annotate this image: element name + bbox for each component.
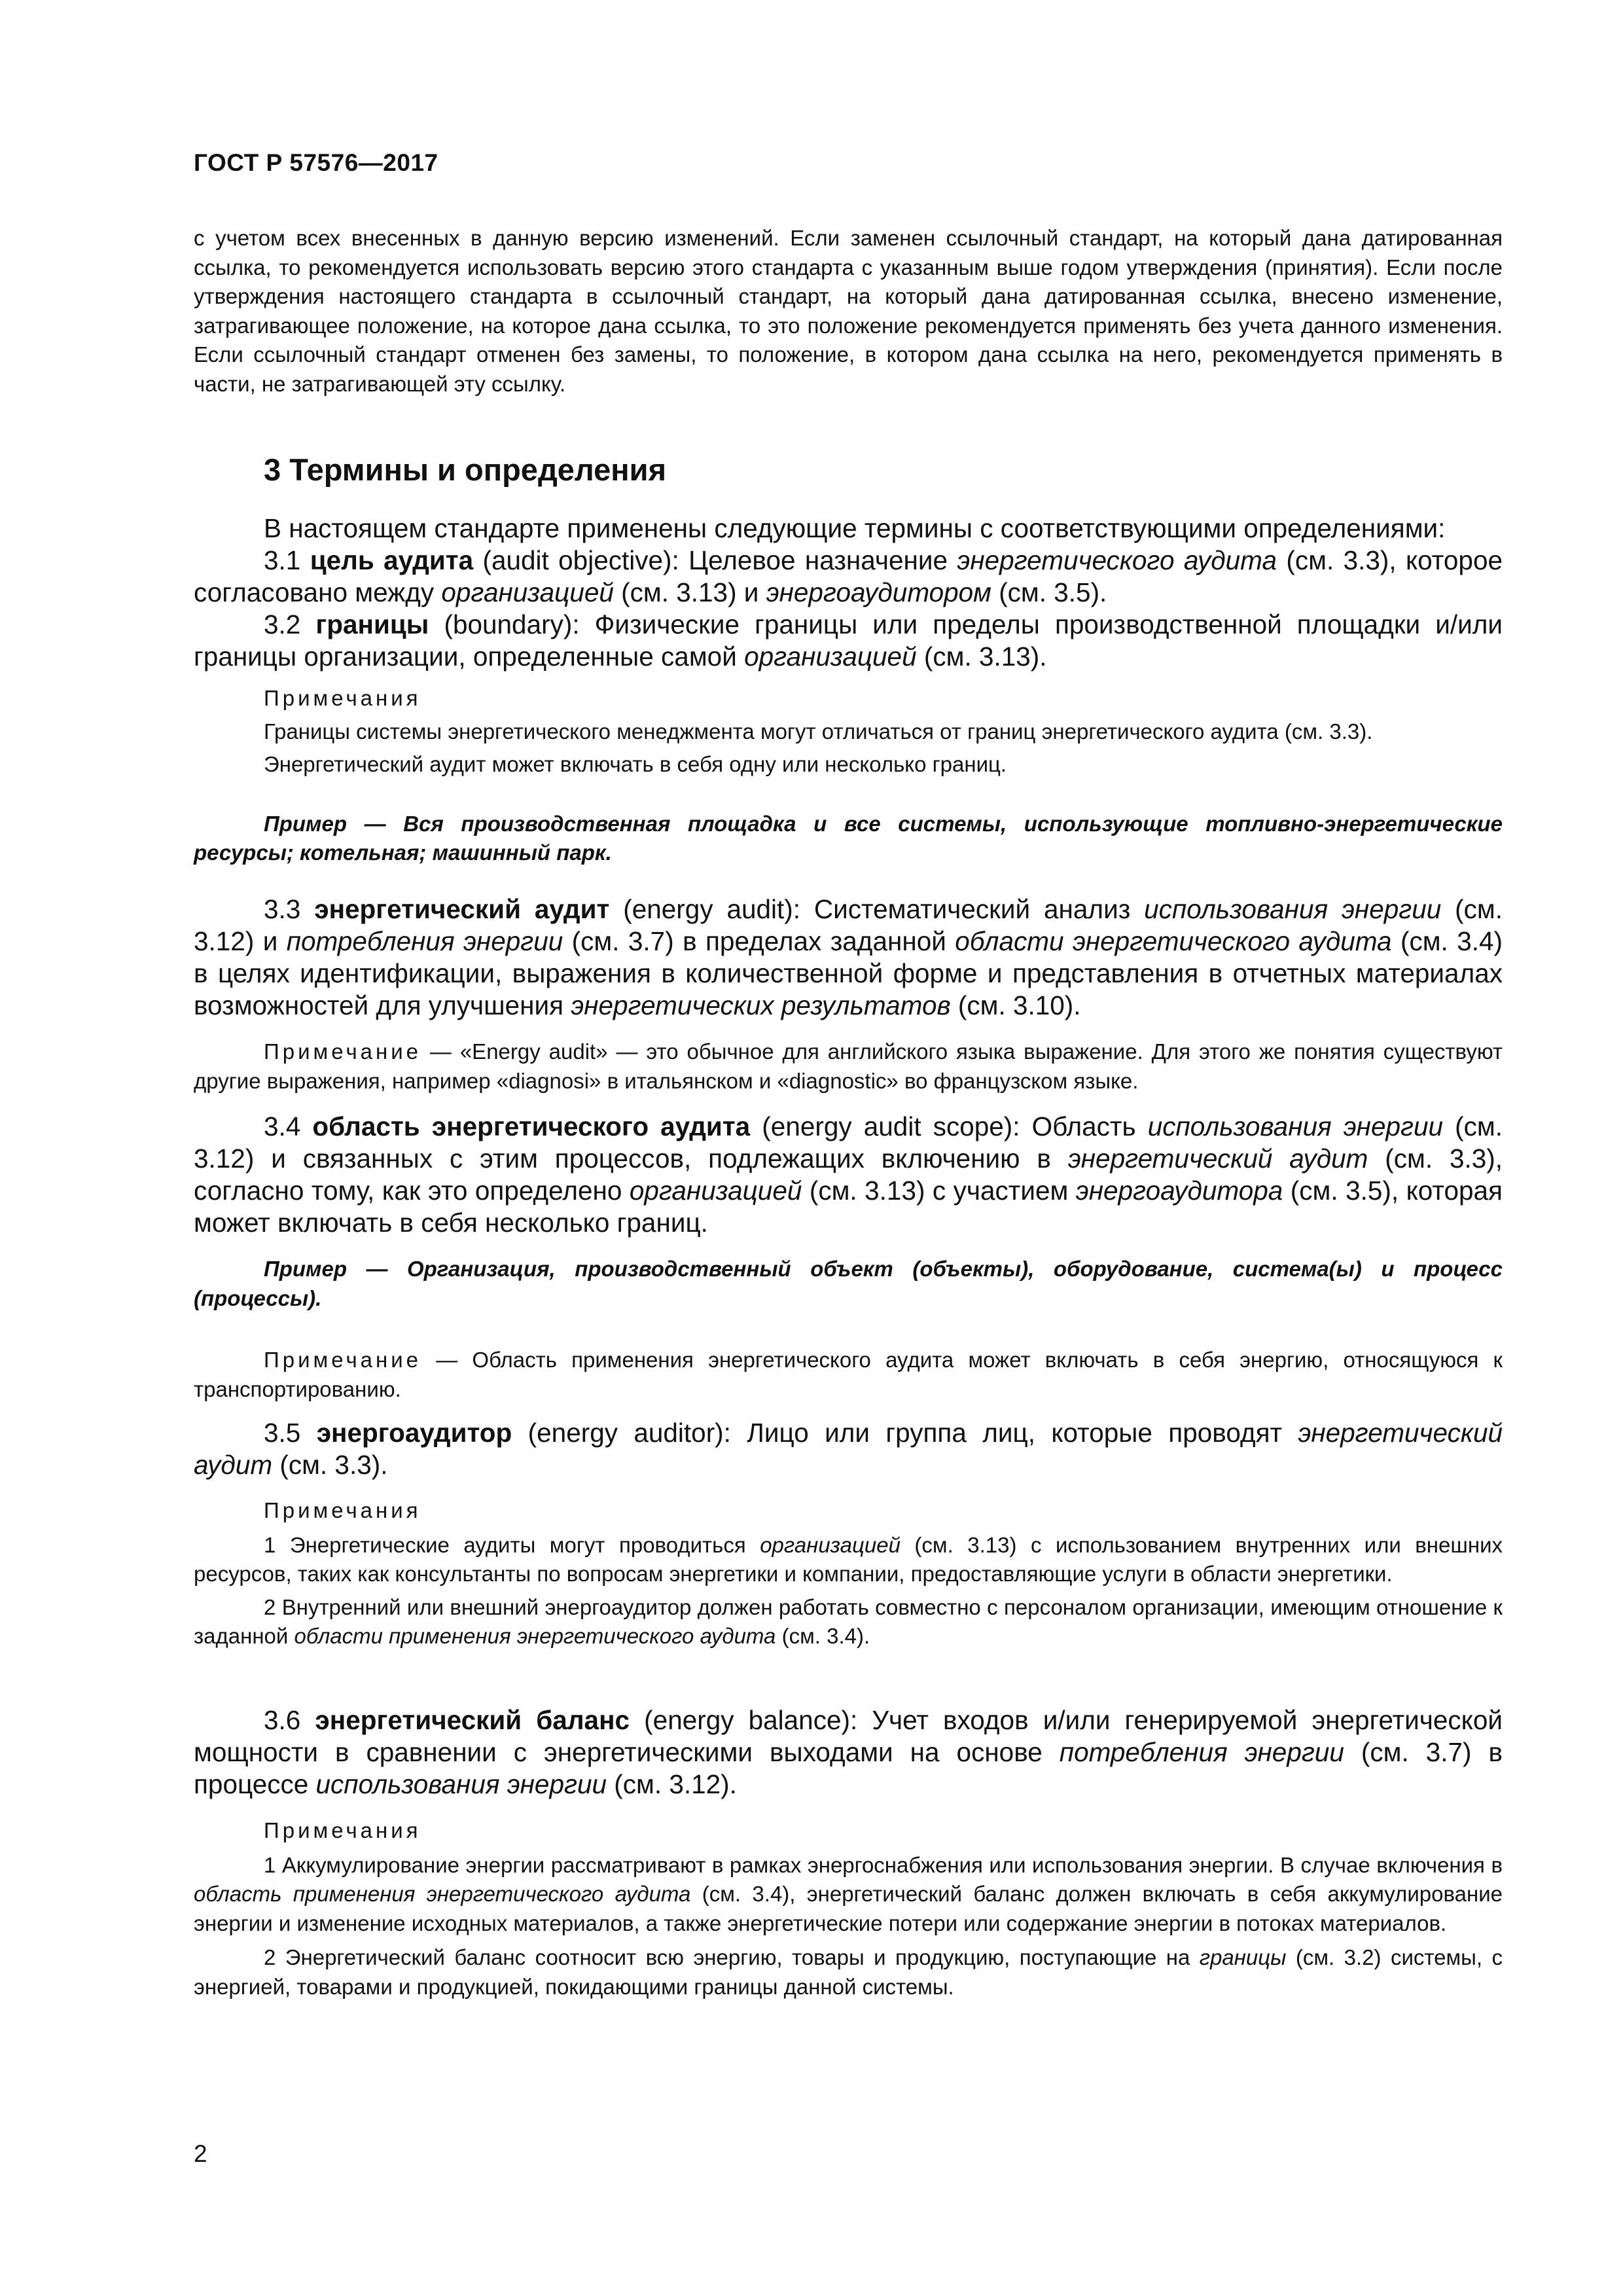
note: 1 Аккумулирование энергии рассматривают в рамках энергоснабжения или использования энергии. В случае включения в область применения энергетического аудита (см. 3.4), энергетический баланс должен включать в себя аккумулирование энергии и изменение исходных материалов, а также энергетические потери или содержание энергии в потоках материалов.	[194, 1852, 1503, 1935]
term-3-4-name: область энергетического аудита	[312, 1111, 751, 1141]
term-link: энергетический аудит	[194, 1418, 1503, 1480]
term-3-5: 3.5 энергоаудитор (energy auditor): Лицо или группа лиц, которые проводят энергетический аудит (см. 3.3).	[194, 1418, 1503, 1480]
note: 1 Энергетические аудиты могут проводиться организацией (см. 3.13) с использованием внутренних или внешних ресурсов, таких как консультанты по вопросам энергетики и компании, предоставляющие услуги в области энергетики.	[194, 1532, 1503, 1586]
term-link: организацией	[441, 577, 614, 607]
page-number: 2	[194, 2140, 207, 2167]
intro-paragraph: с учетом всех внесенных в данную версию изменений. Если заменен ссылочный стандарт, на который дана датированная ссылка, то рекомендуется использовать версию этого стандарта с указанным выше годом утверждения (принятия). Если после утверждения настоящего стандарта в ссылочный стандарт, на который дана датированная ссылка, внесено изменение, затрагивающее положение, на которое дана ссылка, то это положение рекомендуется применять без учета данного изменения. Если ссылочный стандарт отменен без замены, то положение, в котором дана ссылка на него, рекомендуется применять в части, не затрагивающей эту ссылку.	[194, 226, 1503, 396]
term-link: использования энергии	[315, 1769, 607, 1799]
term-link: энергетических результатов	[571, 990, 951, 1020]
term-link: организацией	[629, 1175, 802, 1206]
term-3-4-example: Пример — Организация, производственный объект (объекты), оборудование, система(ы) и процесс (процессы).	[194, 1257, 1503, 1310]
term-3-1-name: цель аудита	[310, 545, 474, 575]
note: 2 Внутренний или внешний энергоаудитор должен работать совместно с персоналом организации, имеющим отношение к заданной области применения энергетического аудита (см. 3.4).	[194, 1594, 1503, 1648]
note: Границы системы энергетического менеджмента могут отличаться от границ энергетического аудита (см. 3.3).	[264, 719, 1373, 744]
term-link: энергоаудитором	[766, 577, 991, 607]
term-link: использования энергии	[1147, 1111, 1444, 1141]
term-link: области энергетического аудита	[955, 926, 1392, 956]
term-3-6-notes	[194, 1816, 1503, 2001]
document-id: ГОСТ Р 57576—2017	[194, 149, 438, 176]
term-3-5-name: энергоаудитор	[316, 1418, 512, 1448]
term-link: использования энергии	[1144, 894, 1442, 924]
term-3-2: 3.2 границы (boundary): Физические границы или пределы производственной площадки и/или границы организации, определенные самой организацией (см. 3.13).	[194, 609, 1503, 672]
term-3-6-name: энергетический баланс	[315, 1705, 630, 1735]
notes-label: Примечания	[264, 1818, 421, 1842]
notes-label: Примечания	[264, 1498, 421, 1522]
term-link: потребления энергии	[1059, 1737, 1344, 1767]
term-link: энергоаудитора	[1075, 1175, 1283, 1206]
note: 2 Энергетический баланс соотносит всю энергию, товары и продукцию, поступающие на границы (см. 3.2) системы, с энергией, товарами и продукцией, покидающими границы данной системы.	[194, 1945, 1503, 1999]
term-3-1: 3.1 цель аудита (audit objective): Целевое назначение энергетического аудита (см. 3.3), которое согласовано между организацией (см. 3.13) и энергоаудитором (см. 3.5).	[194, 545, 1503, 607]
section-body	[194, 512, 1503, 673]
example: Пример — Вся производственная площадка и все системы, использующие топливно-энергетические ресурсы; котельная; машинный парк.	[194, 811, 1503, 865]
term-link: организацией	[744, 641, 917, 672]
term-3-2-notes	[194, 684, 1503, 868]
section-lead: В настоящем стандарте применены следующие термины с соответствующими определениями:	[264, 513, 1446, 543]
note: Энергетический аудит может включать в себя одну или несколько границ.	[264, 752, 1007, 776]
notes-label: Примечания	[264, 686, 421, 710]
term-link: энергетического аудита	[957, 545, 1277, 575]
term-3-6: 3.6 энергетический баланс (energy balance): Учет входов и/или генерируемой энергетической мощности в сравнении с энергетическими выходами на основе потребления энергии (см. 3.7) в процессе использования энергии (см. 3.12).	[194, 1705, 1503, 1799]
term-3-3-name: энергетический аудит	[314, 894, 610, 924]
term-3-5-notes	[194, 1496, 1503, 1651]
section-title: 3 Термины и определения	[264, 452, 666, 487]
term-3-4-note: Примечание — Область применения энергетического аудита может включать в себя энергию, относящуюся к транспортированию.	[194, 1348, 1503, 1401]
term-link: энергетический аудит	[1067, 1143, 1368, 1174]
term-3-4: 3.4 область энергетического аудита (energy audit scope): Область использования энергии (см. 3.12) и связанных с этим процессов, подлежащих включению в энергетический аудит (см. 3.3), согласно тому, как это определено организацией (см. 3.13) с участием энергоаудитора (см. 3.5), которая может включать в себя несколько границ.	[194, 1111, 1503, 1238]
term-3-2-name: границы	[315, 609, 429, 639]
term-3-3-note: Примечание — «Energy audit» — это обычное для английского языка выражение. Для этого же понятия существуют другие выражения, например «diagnosi» в итальянском и «diagnostic» во французском языке.	[194, 1039, 1503, 1093]
term-link: потребления энергии	[286, 926, 563, 956]
term-3-3: 3.3 энергетический аудит (energy audit): Систематический анализ использования энергии (см. 3.12) и потребления энергии (см. 3.7) в пределах заданной области энергетического аудита (см. 3.4) в целях идентификации, выражения в количественной форме и представления в отчетных материалах возможностей для улучшения энергетических результатов (см. 3.10).	[194, 894, 1503, 1020]
